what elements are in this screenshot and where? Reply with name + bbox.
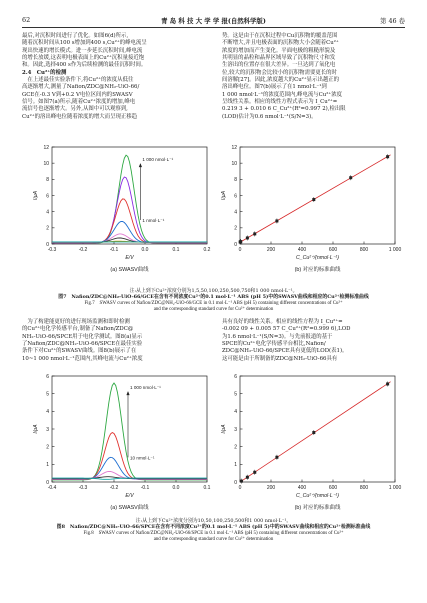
data-point: [246, 236, 249, 239]
x-tick-label: -0.4: [47, 485, 57, 491]
x-tick-label: 0.2: [203, 247, 211, 253]
x-axis-label: E/V: [125, 255, 134, 261]
paragraph-line: 溶出峰电位。图7(b)展示了在1 nmol·L⁻¹到: [222, 84, 327, 91]
y-tick-label: 1: [234, 462, 237, 469]
fig8b-standard-curve-chart: [218, 370, 403, 514]
x-tick-label: -0.2: [109, 485, 119, 491]
fig8-caption-en-1: Fig.8 SWASV curves of Nafion/ZDC@NH₂-UiO-66/SPCE in 0.1 mol·L⁻¹ ABS (pH 5) containing different concentrations of Cu²⁺: [83, 530, 344, 536]
fig8-caption-en-2: and the corresponding standard curve for Cu²⁺ determination: [153, 536, 274, 542]
panel-label: (a) SWASV曲线: [110, 267, 149, 273]
paragraph-line: 和。因此,选择400 s作为后续检测的最佳沉积时间。: [22, 62, 147, 69]
y-axis-label: I/μA: [33, 190, 39, 201]
y-axis-label: I/μA: [221, 190, 227, 201]
paragraph-line: SPCE的Cu²⁺电化学传感平台相比,Nafion/: [222, 341, 326, 348]
x-tick-label: 0: [238, 247, 242, 253]
paragraph-line: NH₂-UiO-66/SPCE用于电化学测试。图8(a)显示: [22, 333, 143, 340]
y-tick-label: 4: [46, 409, 49, 416]
x-tick-label: 0.1: [203, 485, 211, 491]
y-axis-label: I/μA: [33, 424, 39, 434]
annotation-low-conc: 10 nmol·L⁻¹: [130, 455, 155, 461]
fig7b-standard-curve-chart: [218, 141, 403, 276]
x-tick-label: -0.1: [109, 247, 119, 253]
right-column-bottom: [222, 319, 405, 363]
x-tick-label: 1 000: [388, 247, 402, 253]
paragraph-line: 位,较大的沉积物会比较小的沉积物需要更长的时: [222, 69, 337, 76]
left-column-bottom: [22, 319, 205, 363]
x-tick-label: -0.1: [140, 485, 150, 491]
x-tick-label: 800: [359, 247, 369, 253]
paragraph-line: 现出快速的增长模式。进一步延长沉积时间,峰电流: [22, 47, 143, 54]
x-tick-label: 0.1: [172, 247, 180, 253]
y-tick-label: 1: [46, 462, 49, 469]
page-number: 62: [22, 16, 31, 24]
y-tick-label: 2: [46, 225, 49, 232]
y-tick-label: 3: [234, 426, 237, 433]
paragraph-line: 生溶出的位置存在很大差异。一旦达到了氧化电: [222, 62, 336, 69]
fig7-caption-en-2: and the corresponding standard curve for Cu²⁺ determination: [153, 306, 274, 312]
x-axis-label: C_Cu²⁺/(nmol·L⁻¹): [296, 255, 339, 261]
paragraph-line: 随着沉积时间从100 s增加到400 s,Cu²⁺的峰电流呈: [22, 40, 147, 47]
annotation-arrowhead: [126, 391, 129, 395]
y-tick-label: 5: [234, 391, 237, 398]
y-tick-label: 10: [43, 160, 49, 167]
data-point: [275, 219, 278, 222]
paragraph-line: 势。这是由于在沉积过程中Cu沉积物的覆盖范围: [222, 33, 338, 39]
y-tick-label: 0: [234, 241, 237, 248]
y-tick-label: 6: [46, 193, 49, 200]
data-point: [386, 155, 389, 158]
paragraph-line: 不断增大,并且电极表面的沉积物大小会随着Cu²⁺: [222, 40, 339, 47]
x-tick-label: 0: [238, 485, 242, 491]
swasv-curve: [52, 199, 207, 243]
paragraph-line: 了Nafion/ZDC@NH₂-UiO-66/SPCE在最佳实验: [22, 341, 143, 348]
fig8-caption: [22, 518, 405, 543]
x-tick-label: -0.3: [78, 485, 88, 491]
paragraph-line: -0.002 09 + 0.005 57 C_Cu²⁺(R²=0.999 6),LOD: [222, 326, 351, 333]
y-tick-label: 2: [234, 225, 237, 232]
y-tick-label: 4: [234, 409, 237, 416]
x-tick-label: 0.0: [172, 485, 180, 491]
paragraph-line: 的增长放缓,这表明电极表面上的Cu²⁺沉积量接近饱: [22, 55, 145, 62]
paragraph-line: 为了构建能更好的进行现场监测和即时检测: [22, 319, 130, 325]
paragraph-line: Cu²⁺的溶出峰电位随着浓度的增大而呈现正移趋: [22, 113, 138, 120]
y-tick-label: 5: [46, 391, 49, 398]
data-point: [349, 176, 352, 179]
y-tick-label: 2: [46, 444, 49, 451]
data-point: [253, 471, 256, 474]
y-tick-label: 6: [234, 193, 237, 200]
paragraph-line: 这可能是由于所制备的ZDC@NH₂-UiO-66具有: [222, 355, 338, 362]
swasv-curve: [52, 222, 207, 243]
x-axis-label: E/V: [125, 493, 134, 499]
panel-label: (b) 对应的标准曲线: [294, 267, 341, 273]
paragraph-line: 的Cu²⁺电化学传感平台,制备了Nafion/ZDC@: [22, 326, 134, 333]
y-tick-label: 3: [46, 426, 49, 433]
data-point: [386, 382, 389, 385]
x-tick-label: 1 000: [388, 485, 402, 491]
paragraph-line: 1 000 nmol·L⁻¹的浓度范围内,峰电流与Cu²⁺浓度: [222, 91, 343, 98]
data-point: [275, 456, 278, 459]
x-tick-label: 600: [328, 247, 338, 253]
paragraph-line: 间溶解[27]。因此,浓度越大的Cu²⁺显示出越正的: [222, 77, 340, 84]
paragraph-line: 信号。如图7(a)所示,随着Cu²⁺浓度的增加,峰电: [22, 99, 136, 106]
data-point: [253, 232, 256, 235]
paragraph-line: (LOD)估计为0.6 nmol·L⁻¹(S/N=3)。: [222, 113, 317, 120]
y-axis-label: I/μA: [221, 424, 227, 434]
fig7-caption: [22, 288, 405, 313]
y-tick-label: 0: [234, 479, 237, 486]
paragraph-line: 高逐渐增大,测量了Nafion/ZDC@NH₂-UiO-66/: [22, 84, 140, 91]
paragraph-line: 具有良好的线性关系。相应的线性方程为 I_Cu²⁺=: [222, 319, 343, 325]
y-tick-label: 6: [234, 373, 237, 380]
x-tick-label: 0.0: [141, 247, 149, 253]
panel-label: (a) SWASV曲线: [110, 505, 149, 511]
left-column-top: [22, 33, 205, 121]
paragraph-line: 浓度的增加而产生变化。平面电极的粗糙形貌及: [222, 47, 336, 54]
y-tick-label: 6: [46, 373, 49, 380]
data-point: [312, 431, 315, 434]
x-tick-label: 800: [359, 485, 369, 491]
panel-label: (b) 对应的标准曲线: [294, 505, 341, 511]
y-tick-label: 0: [46, 241, 49, 248]
paragraph-line: 在上述最佳实验条件下,将Cu²⁺的浓度从低往: [22, 77, 134, 84]
volume-label: 第 46 卷: [380, 17, 405, 25]
annotation-high-conc: 1 000 nmol·L⁻¹: [130, 385, 161, 391]
y-tick-label: 8: [46, 177, 49, 184]
fig8-caption-cn: 图8 Nafion/ZDC@NH₂-UiO-66/SPCE在含有不同浓度Cu²⁺的0.1 mol·L⁻¹ ABS (pH 5)中的SWASV曲线和相应的Cu²⁺检测标准曲线: [56, 524, 371, 531]
y-tick-label: 4: [234, 209, 237, 216]
paragraph-line: GCE在-0.3 V到+0.2 V电位区间内的SWASV: [22, 91, 133, 98]
y-tick-label: 8: [234, 177, 237, 184]
y-tick-label: 2: [234, 444, 237, 451]
paragraph-line: 为1.6 nmol·L⁻¹(S/N=3)。与先前报道的基于: [222, 333, 333, 340]
y-tick-label: 12: [43, 144, 49, 151]
paragraph-line: 呈线性关系。相应的线性方程式表示为 I_Cu²⁺=: [222, 99, 338, 106]
paragraph-line: 10~1 000 nmol·L⁻¹范围内,其峰电流与Cu²⁺浓度: [22, 355, 143, 362]
header-rule: [22, 27, 405, 28]
swasv-curve: [52, 234, 207, 242]
plot-frame: [240, 147, 395, 244]
annotation-arrowhead: [139, 163, 142, 167]
swasv-curve: [52, 383, 207, 480]
x-tick-label: 600: [328, 485, 338, 491]
data-point: [239, 240, 242, 243]
fig7-caption-en-1: Fig.7 SWASV curves of Nafion/ZDC@NH₂-UiO-66/GCE in 0.1 mol·L⁻¹ ABS (pH 5) containing different concentrations of Cu²⁺: [84, 300, 343, 306]
paragraph-line: 流信号也逐渐增大。另外,从图中可以观察到,: [22, 106, 128, 113]
y-tick-label: 0: [46, 479, 49, 486]
annotation-high-conc: 1 000 nmol·L⁻¹: [142, 157, 174, 163]
x-tick-label: 400: [297, 485, 307, 491]
paragraph-line: 0.219 3 + 0.010 6 C_Cu²⁺(R²=0.997 2),检出限: [222, 106, 346, 113]
fig8-note: 注:从上到下Cu²⁺浓度分别为10,50,100,250,500和1 000 nmol·L⁻¹。: [135, 518, 292, 524]
x-tick-label: -0.2: [78, 247, 88, 253]
fig7a-swasv-chart: [30, 141, 215, 276]
paragraph-line: ZDC@NH₂-UiO-66/SPCE具有更低的LOD(表1)。: [222, 348, 348, 355]
annotation-low-conc: 1 nmol·L⁻¹: [142, 217, 165, 223]
right-column-top: [222, 33, 405, 121]
x-tick-label: -0.3: [47, 247, 57, 253]
y-tick-label: 4: [46, 209, 49, 216]
y-tick-label: 12: [231, 144, 237, 151]
data-point: [312, 198, 315, 201]
y-tick-label: 10: [231, 160, 237, 167]
data-point: [246, 476, 249, 479]
fig8a-swasv-chart: [30, 370, 215, 514]
data-point: [240, 480, 243, 483]
x-tick-label: 400: [297, 247, 307, 253]
fig7-note: 注:从上到下Cu²⁺浓度分别为1,5,50,100,250,500,750和1 000 nmol·L⁻¹。: [129, 288, 298, 294]
paragraph-line: 条件下对Cu²⁺的SWASV曲线。图8(b)展示了在: [22, 348, 137, 355]
x-tick-label: 200: [266, 247, 276, 253]
journal-title: 青 岛 科 技 大 学 学 报(自然科学版): [161, 17, 266, 25]
paragraph-line: 其明显的晶粒和晶界区域导致了沉积物尺寸和发: [222, 55, 336, 62]
fig7-caption-cn: 图7 Nafion/ZDC@NH₂-UiO-66/GCE在含有不同浓度Cu²⁺的0.1 mol·L⁻¹ ABS (pH 5)中的SWASV曲线和相应的Cu²⁺检测标准曲线: [58, 294, 369, 301]
paragraph-line: 最后,对沉积时间进行了优化。如图6(d)所示,: [22, 33, 129, 39]
x-tick-label: 200: [266, 485, 276, 491]
x-axis-label: C_Cu²⁺/(nmol·L⁻¹): [296, 493, 339, 499]
running-header: [22, 14, 405, 26]
section-heading: 2.4 Cu²⁺的检测: [22, 69, 67, 76]
